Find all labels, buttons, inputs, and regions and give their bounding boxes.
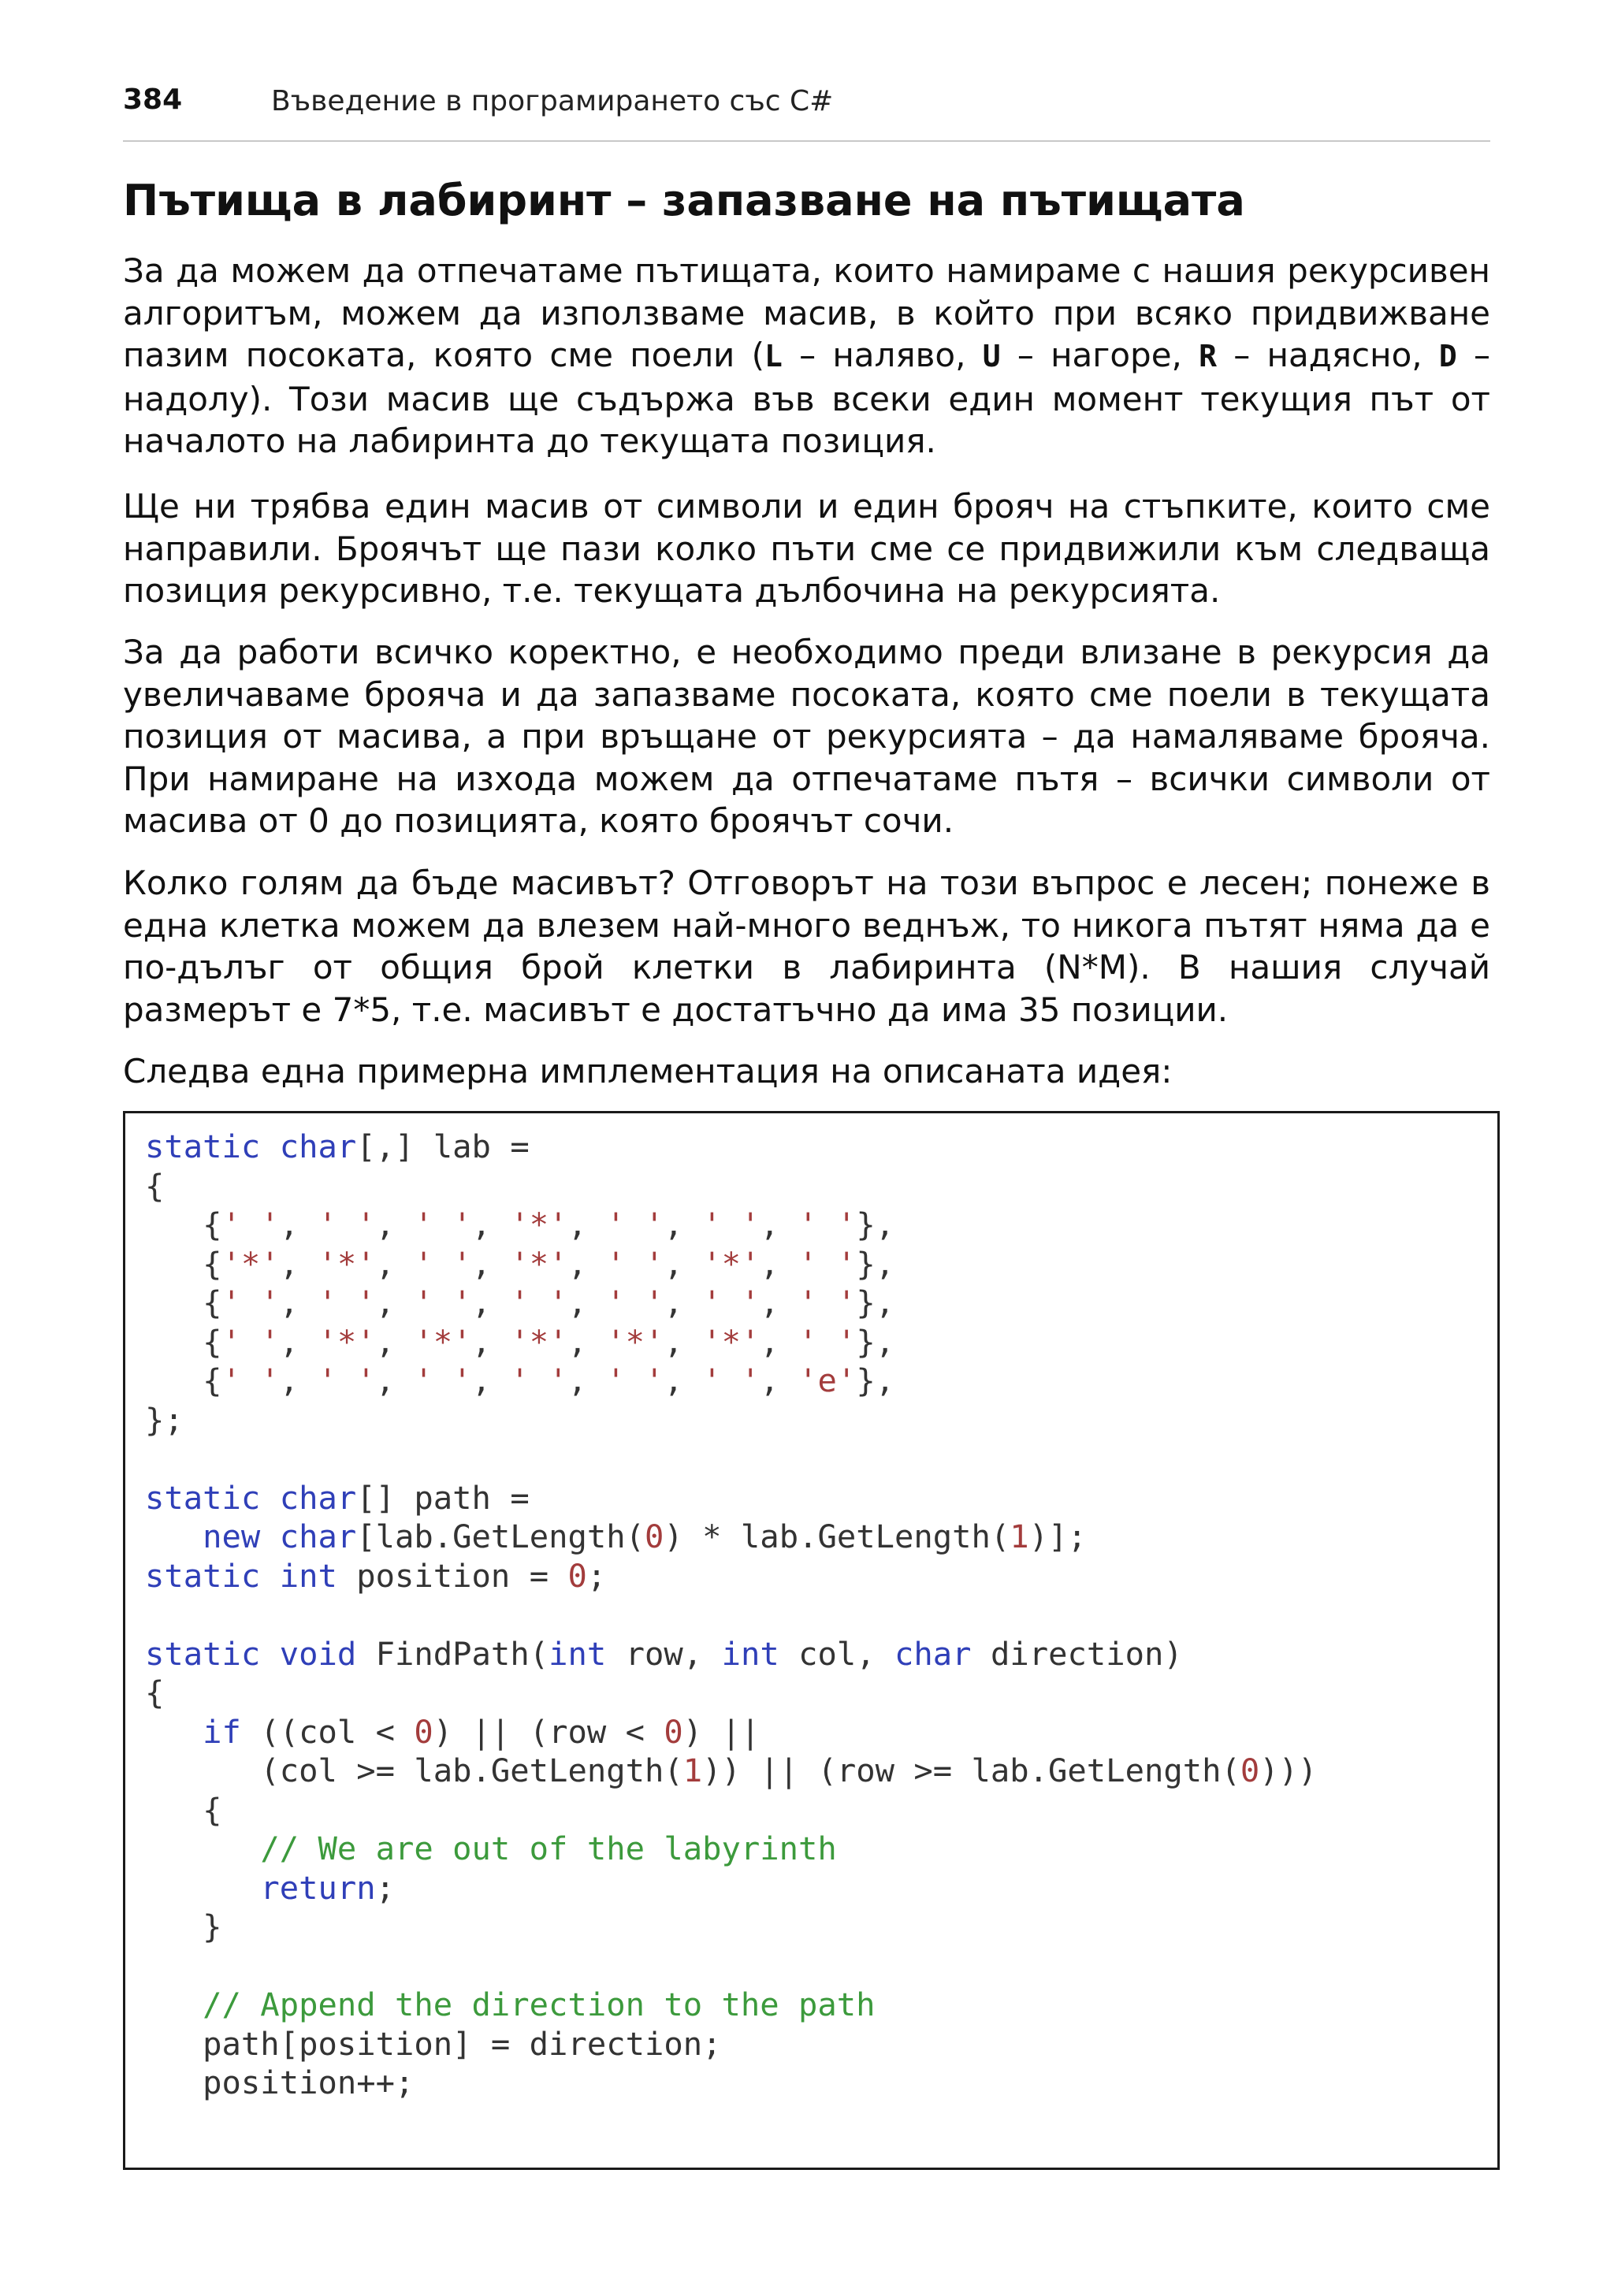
section-title: Пътища в лабиринт – запазване на пътищата <box>123 176 1245 225</box>
keyword: static <box>145 1634 261 1673</box>
char-literal: '*' <box>702 1322 761 1361</box>
keyword: new <box>203 1518 261 1555</box>
char-literal: ' ' <box>606 1206 664 1243</box>
char-literal: ' ' <box>414 1284 472 1321</box>
keyword: void <box>279 1634 357 1673</box>
char-literal: '*' <box>318 1322 376 1361</box>
keyword: if <box>203 1712 241 1751</box>
code-text-span: ))) <box>1259 1752 1318 1789</box>
paragraph-correctness: За да работи всичко коректно, е необходимо преди влизане в рекурсия да увеличаваме брояча и да запазваме посоката, която сме поели в текущата позиция от масива, а при връщане от рекурсията – да намаляваме брояча. При намиране на изхода можем да отпечатаме пътя – всички символи от масива от 0 до позицията, която броячът сочи. <box>123 633 1490 840</box>
code-text-span: direction) <box>971 1634 1183 1673</box>
code-text-span: position = <box>337 1556 568 1595</box>
brace: } <box>203 1908 222 1945</box>
char-literal: ' ' <box>798 1284 857 1321</box>
code-letter-d: D <box>1438 339 1457 373</box>
code-text-span: )]; <box>1028 1518 1087 1555</box>
text: – надясно, <box>1217 336 1439 374</box>
char-literal: '*' <box>318 1244 376 1283</box>
char-literal: '*' <box>702 1244 761 1283</box>
char-literal: ' ' <box>414 1362 472 1399</box>
char-literal: ' ' <box>414 1206 472 1243</box>
char-literal: ' ' <box>221 1284 280 1321</box>
char-literal: ' ' <box>606 1284 664 1321</box>
code-text-span: [] path = <box>356 1478 530 1517</box>
code-letter-l: L <box>764 339 783 373</box>
page-header <box>123 79 1490 142</box>
keyword: static <box>145 1556 261 1595</box>
number-literal: 0 <box>414 1712 433 1751</box>
code-text-span: [lab.GetLength( <box>356 1518 645 1555</box>
char-literal: 'e' <box>798 1362 857 1399</box>
char-literal: '*' <box>221 1244 280 1283</box>
number-literal: 0 <box>567 1556 587 1595</box>
keyword: int <box>279 1556 337 1595</box>
code-text: static char[,] lab = { {' ', ' ', ' ', '*', ' ', ' ', ' '}, {'*', '*', ' ', '*', ' ', '*', ' '}, {' ', ' ', ' ', ' ', ' ', ' ', ' '}, {' ', '*', '*', '*', '*', '*', ' '}, {' ', ' ', ' ', ' ', ' ', ' ', 'e'}, }; static char[] path = new char[lab.GetLength(0) * lab.GetLength(1)]; static int position = 0; static void FindPath(int row, int col, char direction) { if ((col < 0) || (row < 0) || (col >= lab.GetLength(1)) || (row >= lab.GetLength(0))) { // We are out of the labyrinth return; } // Append the direction to the path path[position] = direction; position++; <box>145 1128 1318 2101</box>
char-literal: '*' <box>414 1322 472 1361</box>
code-text-span: row, <box>606 1634 722 1673</box>
char-literal: ' ' <box>702 1362 761 1399</box>
keyword: char <box>894 1634 972 1673</box>
brace: }; <box>145 1400 184 1439</box>
code-comment: // We are out of the labyrinth <box>260 1830 837 1867</box>
keyword: int <box>549 1634 607 1673</box>
keyword: char <box>279 1518 357 1555</box>
number-literal: 0 <box>1240 1752 1260 1789</box>
code-text-span: position++; <box>203 2064 415 2101</box>
keyword: char <box>279 1128 357 1165</box>
code-text-span: ((col < <box>240 1712 415 1751</box>
char-literal: ' ' <box>798 1206 857 1243</box>
char-literal: ' ' <box>606 1244 664 1283</box>
code-letter-u: U <box>982 339 1001 373</box>
code-text-span: ) || <box>682 1712 761 1751</box>
code-text-span: path[position] = direction; <box>203 2024 722 2063</box>
char-literal: ' ' <box>318 1284 376 1321</box>
char-literal: ' ' <box>510 1284 568 1321</box>
char-literal: ' ' <box>414 1244 472 1283</box>
brace: { <box>203 1790 222 1829</box>
number-literal: 0 <box>645 1518 664 1555</box>
code-text-span: col, <box>779 1634 895 1673</box>
char-literal: ' ' <box>798 1244 857 1283</box>
text: – наляво, <box>782 336 983 374</box>
char-literal: '*' <box>606 1322 664 1361</box>
char-literal: '*' <box>510 1244 568 1283</box>
char-literal: ' ' <box>318 1206 376 1243</box>
keyword: char <box>279 1478 357 1517</box>
keyword: int <box>721 1634 779 1673</box>
char-literal: ' ' <box>510 1362 568 1399</box>
code-letter-r: R <box>1199 339 1218 373</box>
code-text-span: ; <box>586 1556 607 1595</box>
code-text-span: ) || (row < <box>433 1712 664 1751</box>
text: – нагоре, <box>1000 336 1199 374</box>
keyword: static <box>145 1128 261 1165</box>
char-literal: '*' <box>510 1322 568 1361</box>
code-text-span: )) || (row >= lab.GetLength( <box>702 1752 1240 1789</box>
code-comment: // Append the direction to the path <box>203 1986 876 2023</box>
code-text-span: ) * lab.GetLength( <box>664 1518 1010 1555</box>
page-number: 384 <box>123 84 183 116</box>
text: – надолу). Този масив ще съдържа във всеки един момент текущия път от началото на лабиринта до текущата позиция. <box>123 336 1490 460</box>
code-listing <box>123 1111 1500 2170</box>
paragraph-path-storage <box>123 250 1490 463</box>
brace: { <box>145 1674 165 1711</box>
number-literal: 0 <box>664 1712 683 1751</box>
code-text-span: (col >= lab.GetLength( <box>260 1752 683 1789</box>
char-literal: '*' <box>510 1206 568 1243</box>
brace: { <box>145 1166 165 1205</box>
char-literal: ' ' <box>606 1362 664 1399</box>
number-literal: 1 <box>682 1752 703 1789</box>
char-literal: ' ' <box>318 1362 376 1399</box>
keyword: return <box>260 1868 376 1907</box>
char-literal: ' ' <box>702 1206 761 1243</box>
char-literal: ' ' <box>221 1322 280 1361</box>
number-literal: 1 <box>1010 1518 1029 1555</box>
text: За да можем да отпечатаме пътищата, които намираме с нашия рекурсивен алгоритъм, можем да използваме масив, в който при всяко придвижване пазим посоката, която сме поели ( <box>123 251 1490 374</box>
running-title: Въведение в програмирането със C# <box>271 85 834 117</box>
char-literal: ' ' <box>221 1362 280 1399</box>
code-text-span: ; <box>375 1868 396 1907</box>
paragraph-intro-code: Следва една примерна имплементация на описаната идея: <box>123 1052 1173 1090</box>
paragraph-counter: Ще ни трябва един масив от символи и един брояч на стъпките, които сме направили. Броячът ще пази колко пъти сме се придвижили към следваща позиция рекурсивно, т.е. текущата дълбочина на рекурсията. <box>123 487 1490 610</box>
paragraph-array-size: Колко голям да бъде масивът? Отговорът на този въпрос е лесен; понеже в една клетка можем да влезем най-много веднъж, то никога пътят няма да е по-дълъг от общия брой клетки в лабиринта (N*M). В нашия случай размерът е 7*5, т.е. масивът е достатъчно да има 35 позиции. <box>123 864 1490 1029</box>
char-literal: ' ' <box>798 1322 857 1361</box>
code-text-span: FindPath( <box>356 1634 549 1673</box>
code-text-span: [,] lab = <box>356 1128 530 1165</box>
keyword: static <box>145 1478 261 1517</box>
char-literal: ' ' <box>702 1284 761 1321</box>
char-literal: ' ' <box>221 1206 280 1243</box>
